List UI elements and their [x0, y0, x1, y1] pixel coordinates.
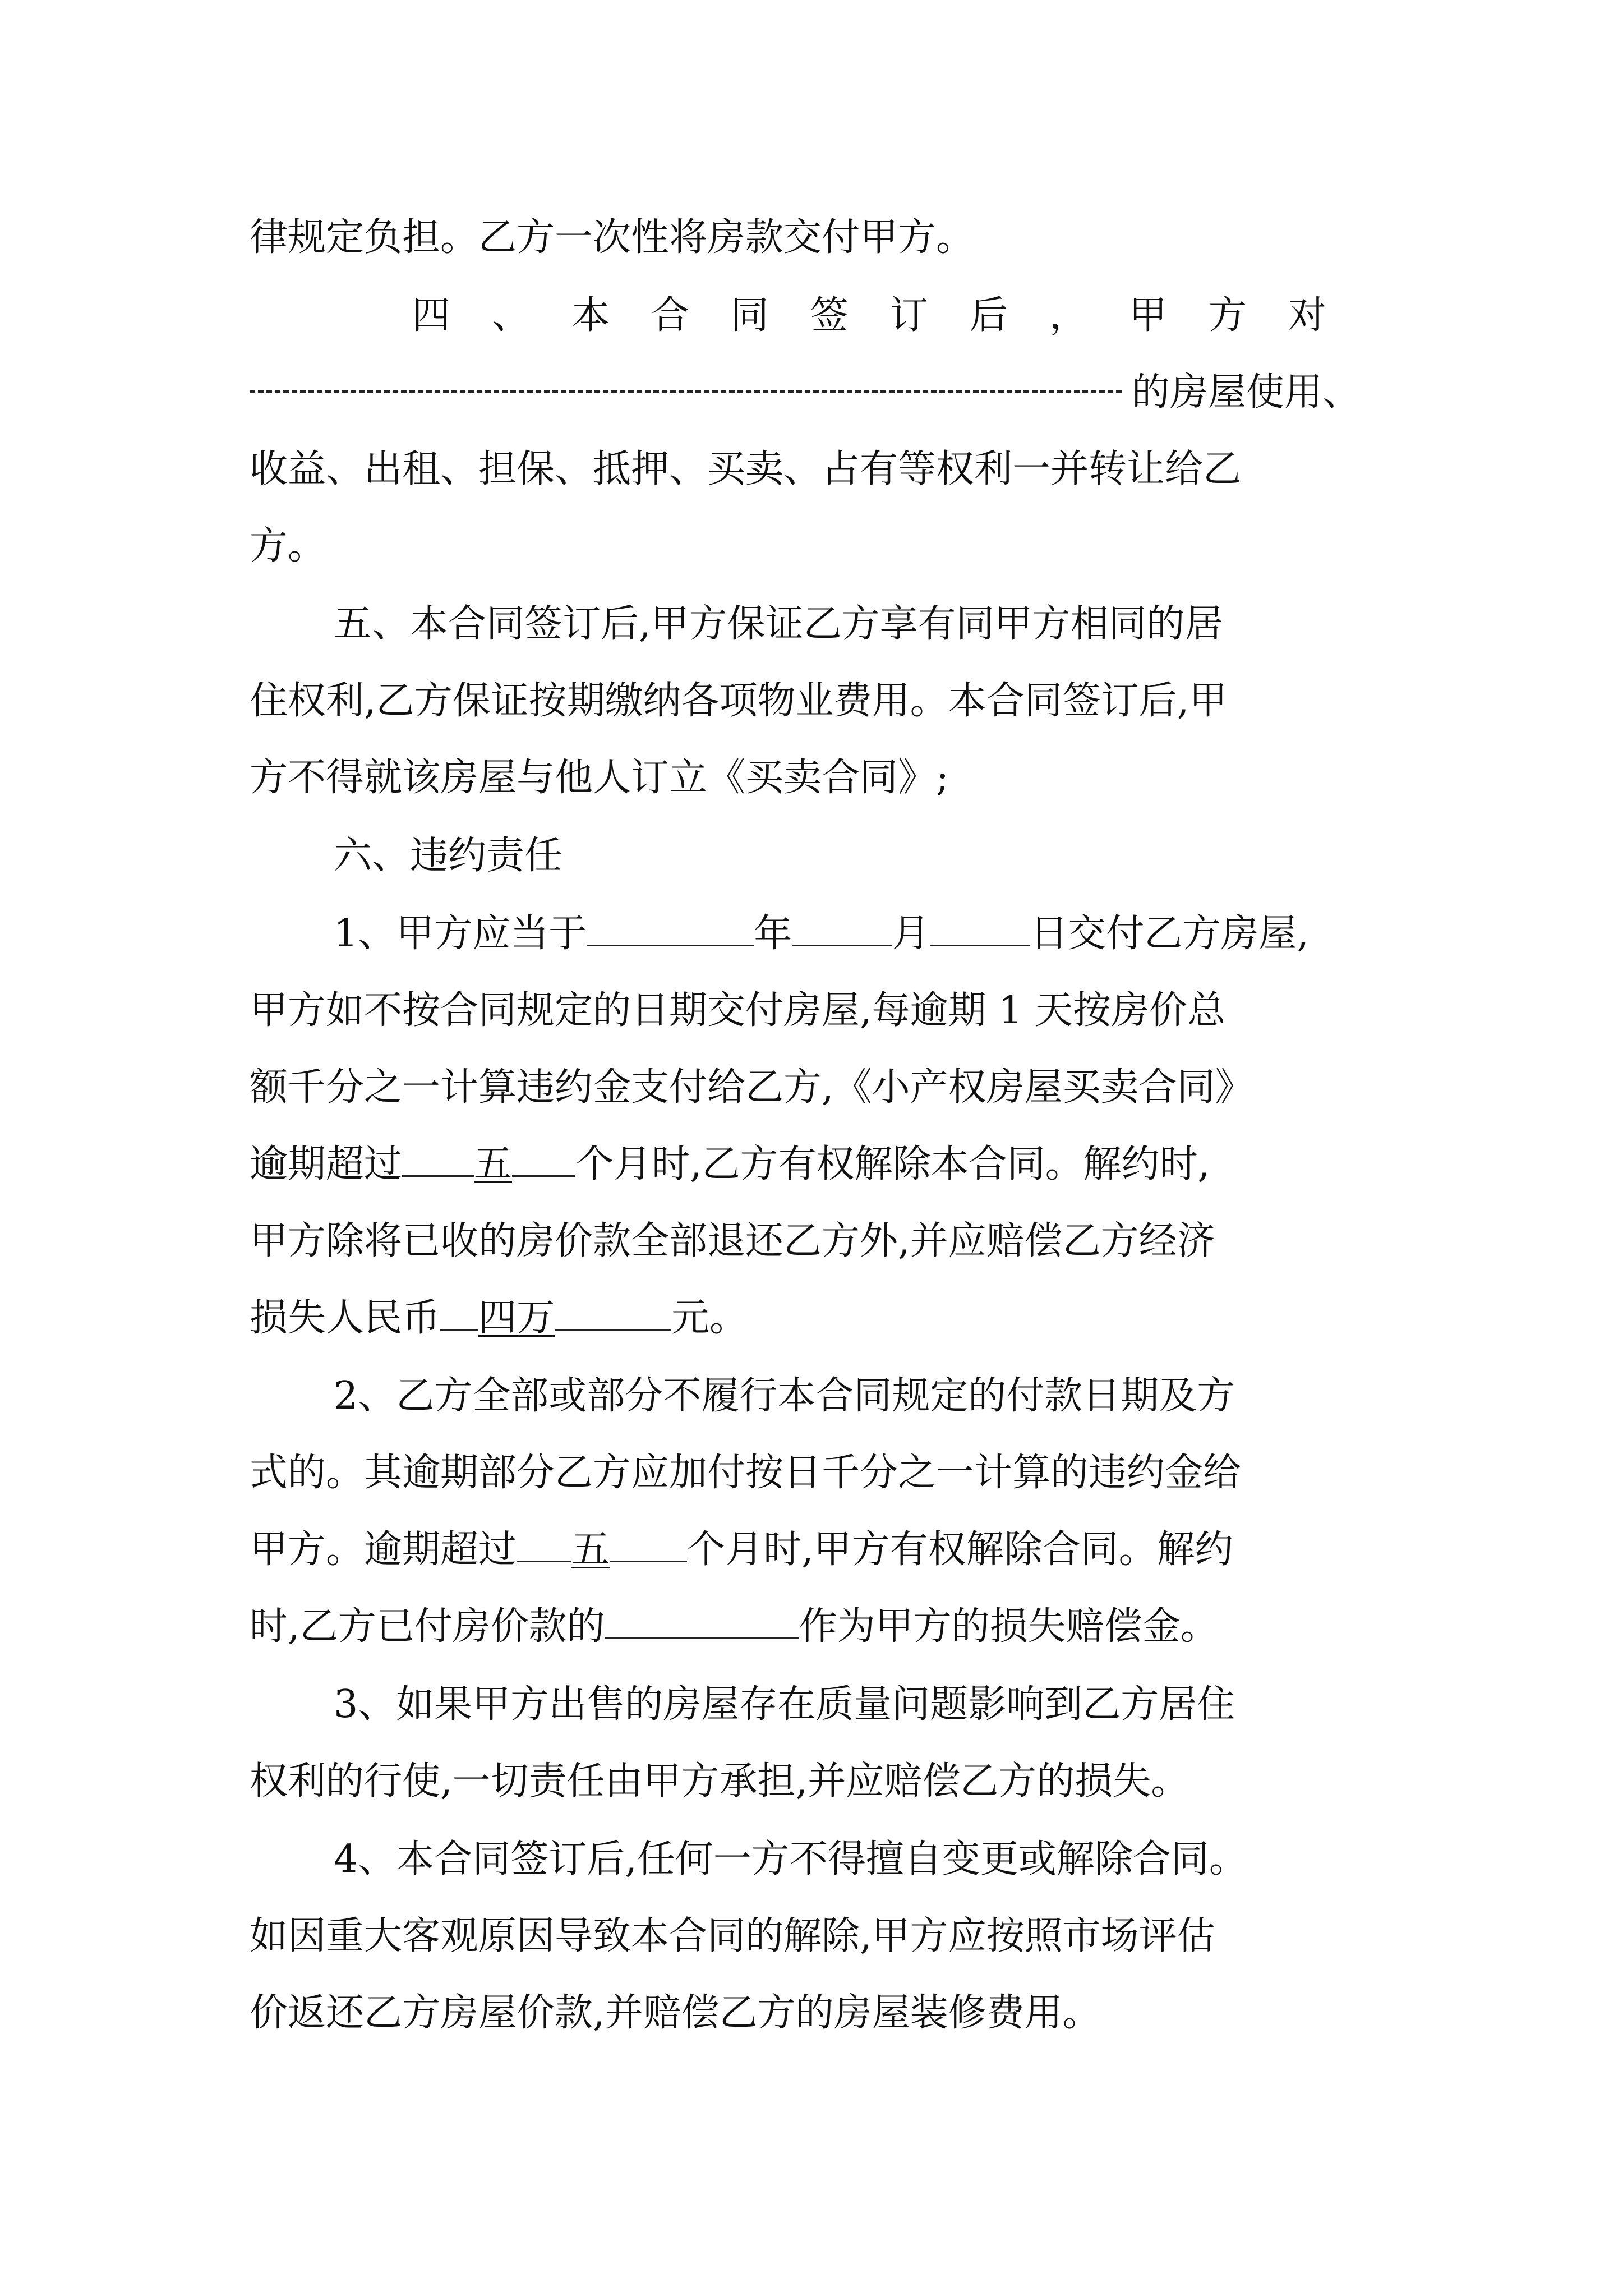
paragraph-item-1	[250, 895, 1399, 1356]
text-line: 方。	[250, 524, 326, 568]
text-fragment: 月	[892, 912, 930, 956]
paragraph-clause-6-heading	[250, 817, 1399, 894]
text-line: 五、本合同签订后,甲方保证乙方享有同甲方相同的居	[334, 602, 1223, 646]
filled-months: 五	[571, 1527, 610, 1572]
text-line: 甲方如不按合同规定的日期交付房屋,每逾期 1 天按房价总	[250, 988, 1226, 1033]
blank-trail[interactable]	[512, 1142, 575, 1177]
text-line: 4、本合同签订后,任何一方不得擅自变更或解除合同。	[334, 1837, 1247, 1881]
text-line: 律规定负担。乙方一次性将房款交付甲方。	[250, 215, 975, 260]
blank-lead[interactable]	[517, 1527, 571, 1562]
text-line	[250, 1126, 1399, 1203]
percentage-blank[interactable]	[605, 1604, 799, 1639]
text-line: 收益、出租、担保、抵押、买卖、占有等权利一并转让给乙	[250, 447, 1242, 491]
paragraph-tax-payment	[250, 199, 1399, 276]
text-line	[250, 895, 1399, 972]
blank-lead[interactable]	[440, 1295, 478, 1331]
text-line: 住权利,乙方保证按期缴纳各项物业费用。本合同签订后,甲	[250, 679, 1228, 723]
blank-trail[interactable]	[555, 1295, 671, 1331]
text-fragment: 时,乙方已付房价款的	[250, 1604, 605, 1649]
text-fragment: 年	[754, 912, 792, 956]
text-line: 额千分之一计算违约金支付给乙方,《小产权房屋买卖合同》	[250, 1065, 1253, 1110]
paragraph-item-2	[250, 1358, 1399, 1665]
text-line: 式的。其逾期部分乙方应加付按日千分之一计算的违约金给	[250, 1451, 1242, 1495]
text-line	[250, 1511, 1399, 1588]
blank-trail[interactable]	[610, 1527, 687, 1562]
text-line: 如因重大客观原因导致本合同的解除,甲方应按照市场评估	[250, 1914, 1215, 1958]
text-line	[250, 1588, 1399, 1665]
text-fragment: 的房屋使用、	[1132, 370, 1361, 415]
paragraph-item-4	[250, 1821, 1399, 2051]
text-fragment: 个月时,乙方有权解除本合同。解约时,	[575, 1142, 1210, 1186]
text-line	[250, 1280, 1399, 1356]
text-fragment: 1、甲方应当于	[334, 912, 587, 956]
filled-months: 五	[474, 1142, 513, 1186]
text-fragment: 个月时,甲方有权解除合同。解约	[687, 1527, 1233, 1572]
day-blank[interactable]	[930, 911, 1030, 946]
month-blank[interactable]	[792, 911, 892, 946]
filled-amount: 四万	[478, 1296, 555, 1340]
text-fragment: 日交付乙方房屋,	[1030, 912, 1309, 956]
dashed-blank	[250, 390, 1122, 393]
year-blank[interactable]	[587, 911, 754, 946]
text-line: 2、乙方全部或部分不履行本合同规定的付款日期及方	[334, 1374, 1235, 1418]
text-fragment: 作为甲方的损失赔偿金。	[799, 1604, 1219, 1649]
text-fragment: 甲方。逾期超过	[250, 1527, 517, 1572]
text-line: 甲方除将已收的房价款全部退还乙方外,并应赔偿乙方经济	[250, 1219, 1215, 1263]
text-fragment: 损失人民币	[250, 1296, 441, 1340]
clause-4-heading: 四、本合同签订后，甲方对	[412, 293, 1368, 338]
paragraph-clause-4	[250, 277, 1399, 585]
text-line: 价返还乙方房屋价款,并赔偿乙方的房屋装修费用。	[250, 1991, 1101, 2035]
clause-4-dash-line	[250, 354, 1399, 431]
blank-lead[interactable]	[402, 1142, 474, 1177]
paragraph-item-3	[250, 1666, 1399, 1820]
text-line: 方不得就该房屋与他人订立《买卖合同》;	[250, 756, 949, 800]
text-fragment: 逾期超过	[250, 1142, 403, 1186]
contract-body	[250, 199, 1399, 2053]
text-line: 3、如果甲方出售的房屋存在质量问题影响到乙方居住	[334, 1682, 1235, 1727]
paragraph-clause-5	[250, 586, 1399, 816]
text-fragment: 元。	[671, 1296, 748, 1340]
section-heading: 六、违约责任	[334, 834, 563, 878]
text-line: 权利的行使,一切责任由甲方承担,并应赔偿乙方的损失。	[250, 1759, 1189, 1803]
